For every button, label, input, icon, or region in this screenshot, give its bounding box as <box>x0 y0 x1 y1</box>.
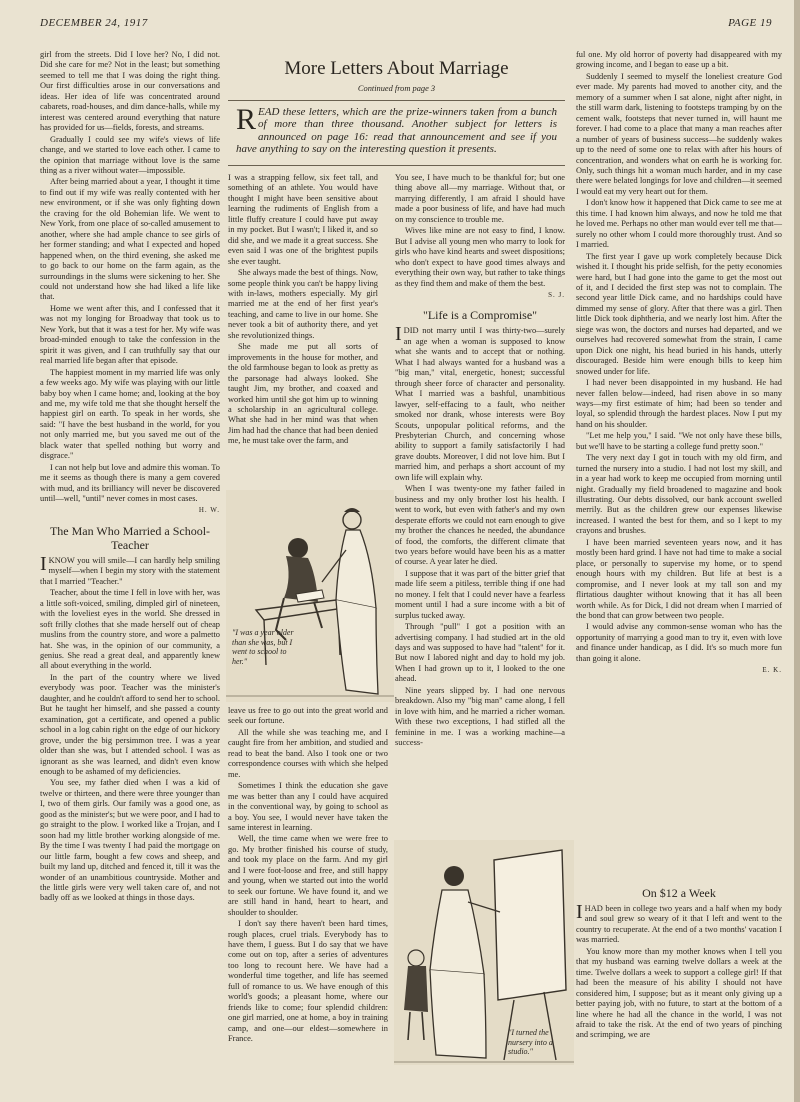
intro-drop-cap: R <box>236 103 257 136</box>
running-head <box>40 12 772 34</box>
letter-title-school-teacher: The Man Who Married a School-Teacher <box>49 523 211 552</box>
paragraph: IDID not marry until I was thirty-two—surely an age when a woman is supposed to know what she wants and to accept that or nothing. What I had always wanted for a husband was a "big man," vital, energetic, honest; successful through sheer force of character and personality. What I married was a bashful, unambitious lawyer, self-effacing to a fault, who neither smoked nor drank, whose interests were Boy Scouts, unpopular political reforms, and the Presbyterian Church, and concerning whose ability to support a family satisfactorily I had grave doubts. Moreover, I did not love him. But I married him, and perhaps a short account of my own life will explain why. <box>395 323 565 482</box>
paragraph: The very next day I got in touch with my old firm, and turned the nursery into a studio. I had not lost my skill, and in a year had work to keep me occupied from morning until night. Gradually my field broadened to magazine and book illustrating. Our debts dissolved, our bank account swelled merrily. But as the children grew our expenses likewise increased. I wanted the best for them, and so I kept to my crayons and brushes. <box>576 453 782 536</box>
paragraph: The happiest moment in my married life was only a few weeks ago. My wife was playing with our little baby boy when I came home; and, looking at the boy and me, my wife told me that she thought herself the happiest girl on earth. To speak in her words, she said: "I have the best husband in the world, for you not only married me, but you saved me out of the black water that spelled nothing but worry and disgrace." <box>40 367 220 461</box>
column-1 <box>40 50 220 1060</box>
paragraph: girl from the streets. Did I love her? No, I did not. Did she care for me? Not in the least; but something seemed to tell me that I was doing the right thing. Our first difficulties arose in our conversations and ideas. Her idea of life was concentrated around cabarets, road-houses, and dim dance-halls, while my interest was centered around everything that nature has provided for us—fields, forests, and streams. <box>40 50 220 133</box>
paragraph: I was a strapping fellow, six feet tall, and something of an athlete. You would have thought I might have been sensitive about learning the rudiments of English from a little fluffy creature I could have put away in my pocket. But I wasn't; I liked it, and so did she, and we made it a great success. She even said I was one of the brightest pupils she ever taught. <box>228 173 378 266</box>
paragraph: Wives like mine are not easy to find, I know. But I advise all young men who marry to look for girls who have kind hearts and sweet dispositions; who don't expect to have good times always and everything their own way, but rather to take things as they find them and make of them the best. <box>395 226 565 288</box>
paragraph: All the while she was teaching me, and I caught fire from her ambition, and studied and read to beat the band. Also I took one or two correspondence courses with which she helped me. <box>228 727 388 779</box>
drop-cap: I <box>395 323 402 346</box>
intro-box <box>228 100 565 166</box>
column-3 <box>395 173 565 748</box>
paragraph: She always made the best of things. Now, some people think you can't be happy living with in-laws, mothers especially. My girl married me at the end of her first year's teaching, and came to live in our home. She never took a bit of authority there, and yet she revolutionized things. <box>228 268 378 340</box>
paragraph: Nine years slipped by. I had one nervous breakdown. Also my "big man" came along, I fell in love with him, and he married a richer woman. With these two exceptions, I had stifled all the feminine in me. I was a working machine—a success- <box>395 685 565 748</box>
paragraph: Gradually I could see my wife's views of life change, and we started to love each other. I came to the opinion that marriage without love is the same thing as a river without water—impossible. <box>40 134 220 175</box>
column-2 <box>228 173 378 503</box>
paragraph: Through "pull" I got a position with an advertising company. I had studied art in the old days and was supposed to have had "talent" for it. But now I labored night and day to hold my job. When I had grown up to it, I looked to the one ahead. <box>395 622 565 684</box>
paragraph: In the part of the country where we lived everybody was poor. Teacher was the minister's daughter, and he couldn't afford to send her to school. But he taught her himself, and she passed a county examination, got a certificate, and opened a public school in a log cabin right on the edge of our hickory grove, under the big persimmon tree. I was a year older than she was, but I attended school. I was as ignorant as she was learned, and didn't even know enough to be ashamed of my deficiencies. <box>40 672 220 776</box>
issue-date: DECEMBER 24, 1917 <box>40 17 148 29</box>
illustration-caption-2: "I turned the nursery into a studio." <box>508 1028 553 1057</box>
drop-cap: I <box>576 901 583 923</box>
paragraph: I have been married seventeen years now, and it has mostly been hard grind. I have not had time to make a social place, or personally to supervise my home, or to spend enough hours with my children. But life at best is a compromise, and I never look at my tall son and my flirtatious daughter without knowing that it has all been worth while. As for Dick, I did not dream when I married of the bond that can grow between two people. <box>576 537 782 621</box>
column-2-lower <box>228 706 388 1060</box>
paragraph: You see, I have much to be thankful for; but one thing above all—my marriage. Without that, or marrying differently, I am afraid I should have made a poor business of life, and have had much on my conscience to trouble me. <box>395 173 565 224</box>
intro-text: EAD these letters, which are the prize-winners taken from a bunch of more than three thousand. Another subject for letters is announced on page 16: read that announcement and see if you have anything to say on the interesting question it presents. <box>236 106 557 156</box>
letter-title-twelve-dollars: On $12 a Week <box>642 886 716 900</box>
paragraph: Sometimes I think the education she gave me was better than any I could have acquired in the conventional way, by going to school as a boy. You see, I would never have taken the same interest in learning. <box>228 781 388 832</box>
paragraph: You know more than my mother knows when I tell you that my husband was earning twelve dollars a week at the time. Twelve dollars a week to support a college girl! If that had been the measure of his ability I should not have considered him, I suppose; but as it meant only giving up a better paying job, with no future, to start at the bottom of a line where he had all the chance in the world, I was not afraid to take the risk. At the end of two years of pinching and scrimping, we are <box>576 946 782 1040</box>
paragraph: I don't say there haven't been hard times, rough places, cruel trials. Everybody has to have them, I guess. But I do say that we have come out on top, after a series of adventures too long to recount here. We have had a wonderful time together, and life has seemed full of romance to us. We have enough of this world's goods; a pleasant home, where our friends like to come; four splendid children: one girl married, one at home, a boy in training camp, and one—our eldest—somewhere in France. <box>228 919 388 1044</box>
paragraph: After being married about a year, I thought it time to find out if my wife was really contented with her new environment, or if she was only fighting down the craving for the old Bohemian life. We went to New York, from one place of so-called amusement to another, where she had ample chance to see girls of her former standing; and what I expected and hoped happened when, on the third evening, she asked me to go back to our home on the farm again, as the surroundings in the slums were sickening to her. She could not understand how she had liked a life like that. <box>40 177 220 302</box>
paragraph: IKNOW you will smile—I can hardly help smiling myself—when I begin my story with the statement that I married "Teacher." <box>40 552 220 586</box>
paragraph: You see, my father died when I was a kid of twelve or thirteen, and there were three younger than I, two of them girls. Our family was a good one, as good as the minister's; but we were poor, and I had to go straight to the plow. I worked like a Trojan, and I soon had my little brother working alongside of me. By the time I was twenty I had paid the mortgage on our little farm, bought a few cows and sheep, and built my land up, ditched and fenced it, till it was the wonder of an unambitious countryside. Mother and the little girls were very well taken care of, and not badly off as we looked at things in those days. <box>40 778 220 903</box>
drop-cap: I <box>40 552 47 575</box>
illustration-caption-1: "I was a year older than she was, but I went to school to her." <box>232 628 294 666</box>
letter-byline: H. W. <box>198 506 220 515</box>
paragraph: "Let me help you," I said. "We not only have these bills, but we'll have to be starting a college fund pretty soon." <box>576 431 782 451</box>
paragraph: ful one. My old horror of poverty had disappeared with my growing income, and I began to ease up a bit. <box>576 50 782 70</box>
column-4 <box>576 50 782 850</box>
paragraph: I had never been disappointed in my husband. He had never fallen below—indeed, had risen above in so many ways—my first estimate of him; had been so tender and loyal, so splendid through the hardest places. Now I put my hand on his shoulder. <box>576 378 782 429</box>
paragraph: Well, the time came when we were free to go. My brother finished his course of study, and took my place on the farm. And my girl and I were foot-loose and free, and still happy and young, when we started out into the world to seek our fortune. We have found it, and we are still hand in hand, heart to heart, and shoulder to shoulder. <box>228 834 388 917</box>
letter-title-compromise: "Life is a Compromise" <box>422 308 538 323</box>
article-title: More Letters About Marriage <box>284 58 509 79</box>
paragraph: Home we went after this, and I confessed that it was not my longing for Broadway that took us to New York, but that it was a test for her. My wife was broad-minded enough to take the confession in the spirit it was given, and I can truthfully say that our real married life began after that episode. <box>40 303 220 366</box>
paragraph: leave us free to go out into the great world and seek our fortune. <box>228 706 388 726</box>
schoolroom-drawing <box>226 490 394 702</box>
paragraph: I don't know how it happened that Dick came to see me at this time. I had known him always, and now he told me that he loved me. Perhaps no other man would ever tell me that—surely no other whom I could more thoroughly trust. And so I married. <box>576 198 782 250</box>
paragraph: She made me put all sorts of improvements in the house for mother, and the old farmhouse began to look as pretty as the parsonage had always looked. She taught Jim, my brother, and coaxed and worked him until she got him up to winning a scholarship in an agricultural college. What she had in her mind was that when Jim had had the chance that had been denied me, he must take over the farm, and <box>228 342 378 446</box>
illustration-schoolroom <box>226 490 394 702</box>
letter-byline: E. K. <box>762 666 782 675</box>
column-4-lower <box>576 880 782 1060</box>
paragraph: I suppose that it was part of the bitter grief that made life seem a pitiless, terrible thing if one had no money. I felt that I could never have a fearless moment until I had a sure income with a bit of surplus tucked away. <box>395 568 565 620</box>
letter-byline: S. J. <box>548 290 565 299</box>
paragraph: Suddenly I seemed to myself the loneliest creature God ever made. My parents had moved to another city, and the memory of a summer when I sat alone, night after night, in the still warm dark, listening to footsteps tramping by on the cement walk, footsteps that never turned in, will haunt me forever. I had come to a place that many a man reaches after a number of years of business success—he suddenly wakes up to the need of some one to relax with after his hours of concentration, and wonders what on earth he is working for. Only, such things hit a woman much harder, and in my case there were belated longings for love and children—it seemed I would eat my very heart out for them. <box>576 71 782 196</box>
paragraph: I would advise any common-sense woman who has the opportunity of marrying a good man to try it, even with love and finance under handicap, as I did. It's so much more fun than going it alone. <box>576 622 782 663</box>
paragraph: When I was twenty-one my father failed in business and my only brother lost his health. I went to work, but even with father's and my own desperate efforts we could not earn enough to give my brother the chances he needed, the abundance of food, the comforts, the different climate that two years before would have been his as a matter of course. A year later he died. <box>395 484 565 567</box>
paragraph: The first year I gave up work completely because Dick wished it. I thought his pride selfish, for the petty economies were hard, but I had gone into the game to get the most out of it, and I decided the first step was not to complain. The second year little Dick came, and no hardships could have dimmed my sense of glory. After that there was a girl. Then little Dick took diphtheria, and we nearly lost him. After the siege was won, the doctors and nurses had departed, and we ourselves had recovered somewhat from the strain, I came upon Dick one night, his head buried in his hands, utterly discouraged. Beside him were enough bills to keep him snowed under for life. <box>576 251 782 376</box>
page-number: PAGE 19 <box>728 17 772 29</box>
paragraph: IHAD been in college two years and a half when my body and soul grew so weary of it that I left and went to the country to recuperate. At the end of a two months' vacation I was married. <box>576 901 782 945</box>
paragraph: Teacher, about the time I fell in love with her, was a little soft-voiced, smiling, dimpled girl of nineteen, with the loveliest eyes in the world. She dressed in soft frilly clothes that she made herself out of cheap muslins from the country store, and wore a palmetto hat. She was, in the opinion of our community, a genius. She read a great deal, and apparently knew all about everything in the world. <box>40 588 220 671</box>
paragraph: I can not help but love and admire this woman. To me it seems as though there is many a gem covered with mud, and its brilliancy will never be discovered until—well, "until" never comes in most cases. <box>40 462 220 504</box>
continued-note: Continued from page 3 <box>357 84 436 93</box>
